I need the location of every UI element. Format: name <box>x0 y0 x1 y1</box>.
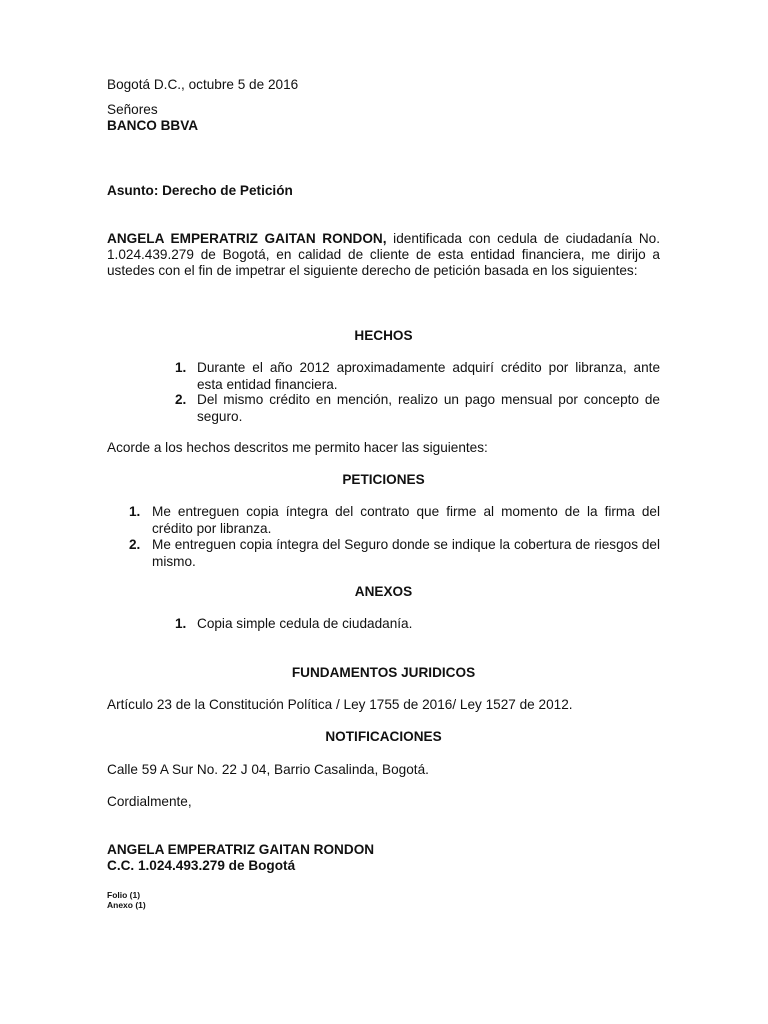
list-text: Durante el año 2012 aproximadamente adquirí crédito por libranza, ante esta entidad financiera. <box>197 360 660 392</box>
intro-name: ANGELA EMPERATRIZ GAITAN RONDON, <box>107 231 387 246</box>
list-number: 2. <box>175 392 187 407</box>
hechos-heading: HECHOS <box>354 328 413 343</box>
place-date: Bogotá D.C., octubre 5 de 2016 <box>107 77 299 92</box>
closing-line: Cordialmente, <box>107 794 192 809</box>
salutation: Señores <box>107 102 158 117</box>
signer-id: C.C. 1.024.493.279 de Bogotá <box>107 858 296 873</box>
fundamentos-heading: FUNDAMENTOS JURIDICOS <box>291 665 476 680</box>
intro-paragraph <box>107 231 660 279</box>
anexos-heading: ANEXOS <box>354 584 413 599</box>
subject-line: Asunto: Derecho de Petición <box>107 183 293 198</box>
list-number: 1. <box>175 360 187 375</box>
list-text: Me entreguen copia íntegra del contrato que firme al momento de la firma del crédito por libranza. <box>152 504 660 536</box>
folio-note: Folio (1) <box>107 890 141 900</box>
address-line: Calle 59 A Sur No. 22 J 04, Barrio Casalinda, Bogotá. <box>107 762 429 777</box>
list-number: 1. <box>129 504 141 519</box>
notificaciones-heading: NOTIFICACIONES <box>325 729 442 744</box>
list-number: 2. <box>129 537 141 552</box>
transition-line: Acorde a los hechos descritos me permito hacer las siguientes: <box>107 440 488 455</box>
list-text: Me entreguen copia íntegra del Seguro donde se indique la cobertura de riesgos del mismo. <box>152 537 660 569</box>
signer-name: ANGELA EMPERATRIZ GAITAN RONDON <box>107 842 375 857</box>
recipient: BANCO BBVA <box>107 118 199 133</box>
list-text: Copia simple cedula de ciudadanía. <box>197 616 413 631</box>
list-text: Del mismo crédito en mención, realizo un pago mensual por concepto de seguro. <box>197 392 660 424</box>
peticiones-heading: PETICIONES <box>342 472 425 487</box>
anexo-note: Anexo (1) <box>107 900 146 910</box>
fundamentos-text: Artículo 23 de la Constitución Política / Ley 1755 de 2016/ Ley 1527 de 2012. <box>107 697 573 712</box>
intro-text: identificada con cedula de ciudadanía No. 1.024.439.279 de Bogotá, en calidad de cliente de esta entidad financiera, me dirijo a ustedes con el fin de impetrar el siguiente derecho de petición basada en los siguientes: <box>107 231 661 278</box>
list-number: 1. <box>175 616 187 631</box>
